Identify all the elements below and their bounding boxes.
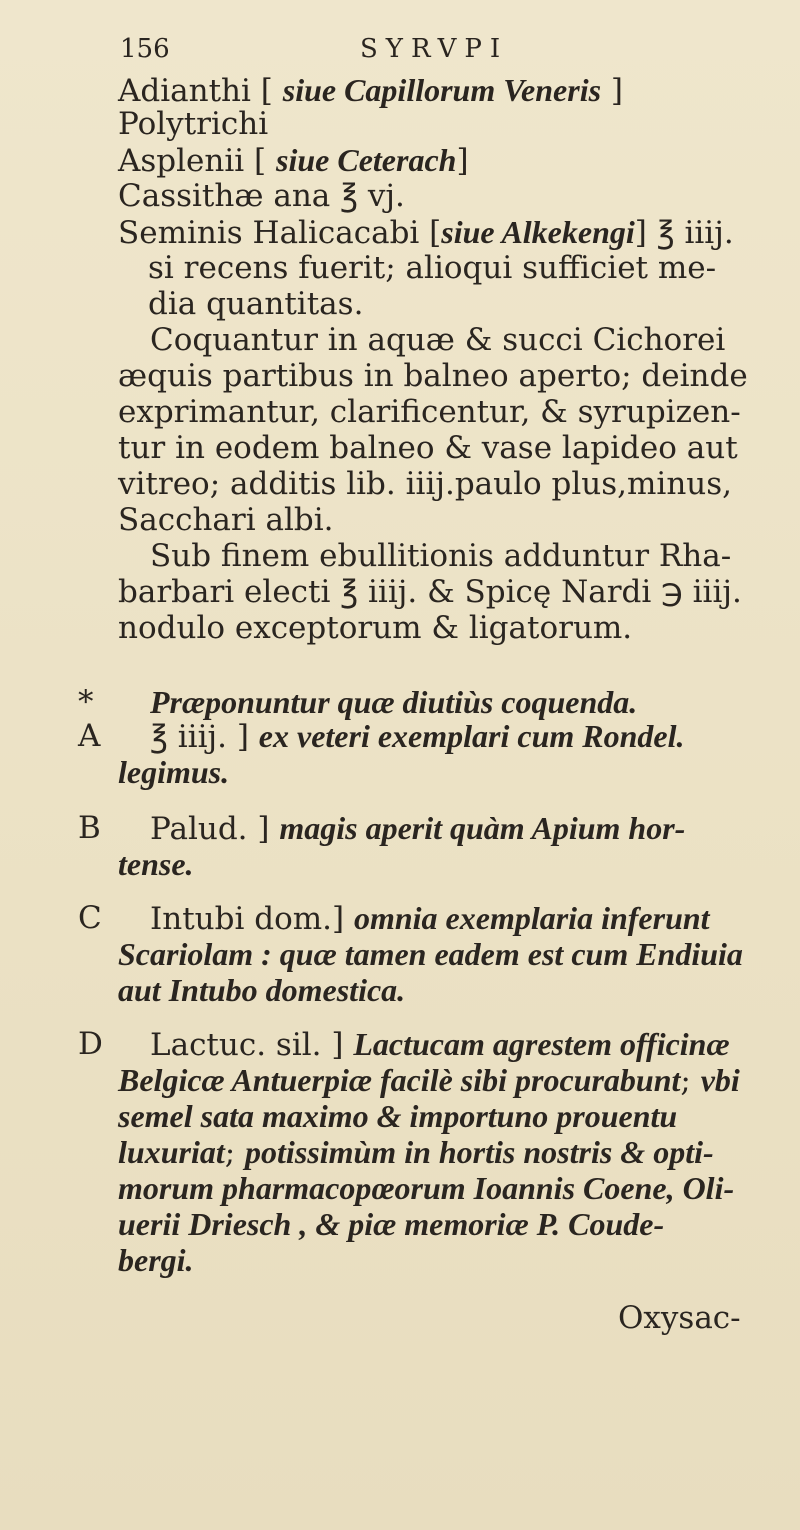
text-line	[150, 718, 684, 755]
text-line	[118, 972, 405, 1009]
text-line	[150, 538, 731, 574]
text-line	[118, 1206, 664, 1243]
roman-text: ] ℥ iiij.	[634, 215, 734, 251]
text-line	[118, 1242, 194, 1279]
roman-text: nodulo exceptorum & ligatorum.	[118, 610, 633, 646]
text-line	[118, 106, 268, 142]
text-line	[118, 466, 732, 502]
roman-text: barbari electi ℥ iiij. & Spicę Nardi ℈ iiij.	[118, 574, 742, 610]
roman-text: Lactuc. sil. ]	[150, 1027, 354, 1063]
roman-text: Seminis Halicacabi [	[118, 215, 442, 251]
text-line	[118, 1170, 734, 1207]
italic-text: Belgicæ Antuerpiæ facilè sibi procurabunt	[118, 1062, 681, 1098]
text-line	[118, 610, 632, 646]
roman-text: Sacchari albi.	[118, 502, 334, 538]
roman-text: dia quantitas.	[148, 286, 364, 322]
italic-text: bergi.	[118, 1242, 194, 1278]
text-line	[148, 286, 363, 322]
italic-text: Lactucam agrestem officinæ	[353, 1026, 730, 1062]
roman-text: ]	[456, 143, 469, 179]
text-line	[150, 684, 637, 721]
italic-text: semel sata maximo & importuno prouentu	[118, 1098, 678, 1134]
italic-text: morum pharmacopœorum Ioannis Coene, Oli-	[118, 1170, 735, 1206]
roman-text: ;	[224, 1135, 246, 1171]
text-line	[150, 900, 710, 937]
roman-text: Coquantur in aquæ & succi Cichorei	[150, 322, 726, 358]
roman-text: Sub finem ebullitionis adduntur Rha-	[150, 538, 732, 574]
text-line	[118, 936, 743, 973]
text-line	[118, 846, 194, 883]
italic-text: omnia exemplaria inferunt	[353, 900, 710, 936]
italic-text: siue Ceterach	[276, 142, 457, 178]
roman-text: Cassithæ ana ℥ vj.	[118, 178, 405, 214]
text-line	[118, 178, 405, 214]
text-line	[148, 250, 716, 286]
text-line	[118, 754, 229, 791]
margin-mark-a: A	[78, 718, 101, 754]
roman-text: ℥ iiij. ]	[150, 719, 259, 755]
italic-text: magis aperit quàm Apium hor-	[279, 810, 686, 846]
roman-text: exprimantur, clarificentur, & syrupizen-	[118, 394, 741, 430]
margin-mark-asterisk: *	[78, 684, 94, 720]
text-line	[118, 1098, 677, 1135]
roman-text: æquis partibus in balneo aperto; deinde	[118, 358, 748, 394]
text-line	[118, 142, 469, 179]
text-line	[150, 1026, 730, 1063]
text-line	[118, 574, 742, 610]
text-line	[118, 358, 748, 394]
italic-text: ex veteri exemplari cum Rondel.	[258, 718, 685, 754]
catchword: Oxysac-	[618, 1300, 741, 1336]
margin-mark-d: D	[78, 1026, 103, 1062]
roman-text: Adianthi [	[118, 73, 283, 109]
roman-text: vitreo; additis lib. iiij.paulo plus,minus,	[118, 466, 733, 502]
roman-text: Palud. ]	[150, 811, 280, 847]
text-line	[118, 214, 734, 251]
italic-text: legimus.	[118, 754, 230, 790]
running-title: SYRVPI	[360, 34, 509, 64]
italic-text: siue Capillorum Veneris	[282, 72, 602, 108]
margin-mark-c: C	[78, 900, 102, 936]
italic-text: vbi	[700, 1062, 740, 1098]
roman-text: si recens fuerit; alioqui sufficiet me-	[148, 250, 717, 286]
roman-text: Polytrichi	[118, 106, 269, 142]
text-line	[150, 810, 685, 847]
italic-text: Præponuntur quæ diutiùs coquenda.	[150, 684, 638, 720]
roman-text: Asplenii [	[118, 143, 276, 179]
italic-text: tense.	[118, 846, 194, 882]
italic-text: aut Intubo domestica.	[118, 972, 406, 1008]
margin-mark-b: B	[78, 810, 101, 846]
roman-text: Intubi dom.]	[150, 901, 354, 937]
italic-text: uerii Driesch , & piæ memoriæ P. Coude-	[118, 1206, 665, 1242]
text-line	[118, 394, 741, 430]
italic-text: Scariolam : quæ tamen eadem est cum Endiuia	[118, 936, 743, 972]
italic-text: luxuriat	[118, 1134, 225, 1170]
text-line	[118, 1134, 714, 1171]
italic-text: potissimùm in hortis nostris & opti-	[245, 1134, 714, 1170]
text-line	[118, 72, 623, 109]
text-line	[118, 430, 738, 466]
page-number: 156	[120, 34, 170, 64]
roman-text: tur in eodem balneo & vase lapideo aut	[118, 430, 738, 466]
text-line	[150, 322, 725, 358]
text-line	[118, 502, 334, 538]
roman-text: ]	[601, 73, 623, 109]
text-line	[118, 1062, 740, 1099]
italic-text: siue Alkekengi	[441, 214, 635, 250]
roman-text: ;	[680, 1063, 701, 1099]
